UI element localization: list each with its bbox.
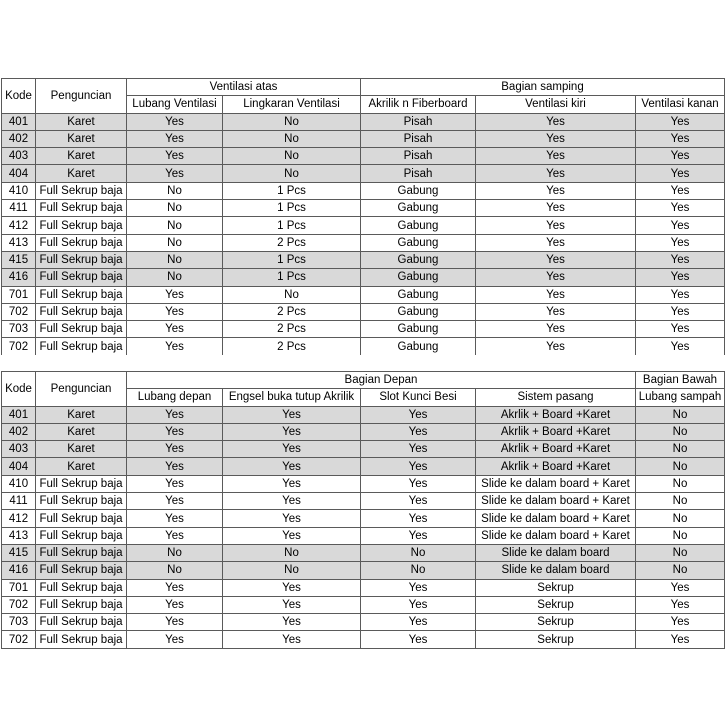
cell-c5: Yes (636, 234, 725, 251)
header-kode: Kode (2, 79, 36, 114)
cell-c5: Yes (636, 321, 725, 338)
cell-kode: 702 (2, 631, 36, 648)
cell-penguncian: Full Sekrup baja (36, 544, 127, 561)
cell-c4: Yes (476, 269, 636, 286)
cell-c2: No (223, 286, 361, 303)
cell-kode: 402 (2, 130, 36, 147)
cell-c1: Yes (127, 165, 223, 182)
cell-c2: No (223, 130, 361, 147)
cell-c4: Yes (476, 234, 636, 251)
cell-penguncian: Full Sekrup baja (36, 234, 127, 251)
cell-c1: Yes (127, 527, 223, 544)
cell-c2: Yes (223, 596, 361, 613)
cell-c4: Yes (476, 338, 636, 355)
table-row (2, 234, 725, 251)
cell-c2: 1 Pcs (223, 200, 361, 217)
table-row (2, 303, 725, 320)
cell-c4: Yes (476, 251, 636, 268)
table-row (2, 113, 725, 130)
cell-c3: Yes (361, 493, 476, 510)
cell-penguncian: Full Sekrup baja (36, 217, 127, 234)
cell-c3: Pisah (361, 165, 476, 182)
cell-c5: Yes (636, 579, 725, 596)
cell-c5: Yes (636, 217, 725, 234)
header-col: Slot Kunci Besi (361, 389, 476, 406)
cell-c4: Sekrup (476, 631, 636, 648)
cell-c3: Gabung (361, 217, 476, 234)
cell-c5: No (636, 423, 725, 440)
cell-penguncian: Full Sekrup baja (36, 596, 127, 613)
table-row (2, 423, 725, 440)
cell-c1: Yes (127, 614, 223, 631)
cell-c2: Yes (223, 527, 361, 544)
cell-c3: Gabung (361, 303, 476, 320)
cell-kode: 404 (2, 165, 36, 182)
cell-c1: Yes (127, 321, 223, 338)
cell-c2: No (223, 562, 361, 579)
cell-c1: Yes (127, 338, 223, 355)
cell-c4: Yes (476, 286, 636, 303)
cell-c3: Yes (361, 614, 476, 631)
cell-kode: 403 (2, 148, 36, 165)
table-row (2, 338, 725, 355)
cell-c5: No (636, 544, 725, 561)
cell-kode: 701 (2, 579, 36, 596)
cell-c4: Yes (476, 130, 636, 147)
cell-c1: Yes (127, 441, 223, 458)
cell-c2: No (223, 544, 361, 561)
cell-c3: Pisah (361, 130, 476, 147)
cell-c5: Yes (636, 631, 725, 648)
cell-kode: 412 (2, 217, 36, 234)
cell-c5: No (636, 562, 725, 579)
cell-c5: Yes (636, 200, 725, 217)
table-row (2, 286, 725, 303)
cell-c2: 1 Pcs (223, 217, 361, 234)
cell-kode: 412 (2, 510, 36, 527)
cell-penguncian: Full Sekrup baja (36, 579, 127, 596)
cell-c2: 2 Pcs (223, 321, 361, 338)
cell-c3: Yes (361, 441, 476, 458)
cell-penguncian: Karet (36, 113, 127, 130)
header-group-bagian-depan: Bagian Depan (127, 372, 636, 389)
cell-c4: Yes (476, 182, 636, 199)
cell-c5: Yes (636, 113, 725, 130)
cell-c3: Gabung (361, 182, 476, 199)
header-col: Lubang sampah (636, 389, 725, 406)
cell-c1: Yes (127, 286, 223, 303)
cell-penguncian: Full Sekrup baja (36, 493, 127, 510)
cell-c4: Slide ke dalam board (476, 562, 636, 579)
cell-c2: 1 Pcs (223, 269, 361, 286)
cell-c1: No (127, 544, 223, 561)
cell-c4: Slide ke dalam board (476, 544, 636, 561)
cell-c1: Yes (127, 475, 223, 492)
cell-penguncian: Full Sekrup baja (36, 321, 127, 338)
cell-c3: Yes (361, 423, 476, 440)
cell-kode: 401 (2, 113, 36, 130)
cell-penguncian: Karet (36, 406, 127, 423)
cell-kode: 413 (2, 234, 36, 251)
cell-c3: Gabung (361, 251, 476, 268)
table-row (2, 321, 725, 338)
header-col: Engsel buka tutup Akrilik (223, 389, 361, 406)
cell-c5: Yes (636, 614, 725, 631)
cell-c4: Slide ke dalam board + Karet (476, 527, 636, 544)
cell-c4: Yes (476, 321, 636, 338)
cell-penguncian: Karet (36, 148, 127, 165)
cell-kode: 416 (2, 269, 36, 286)
header-penguncian: Penguncian (36, 372, 127, 407)
cell-c4: Akrlik + Board +Karet (476, 406, 636, 423)
cell-kode: 411 (2, 200, 36, 217)
cell-c2: Yes (223, 458, 361, 475)
cell-c2: 2 Pcs (223, 303, 361, 320)
cell-kode: 703 (2, 614, 36, 631)
table-row (2, 596, 725, 613)
cell-penguncian: Karet (36, 130, 127, 147)
table-row (2, 269, 725, 286)
cell-c2: Yes (223, 510, 361, 527)
cell-c3: Gabung (361, 200, 476, 217)
cell-c1: Yes (127, 113, 223, 130)
cell-penguncian: Full Sekrup baja (36, 269, 127, 286)
cell-penguncian: Full Sekrup baja (36, 338, 127, 355)
table-row (2, 614, 725, 631)
cell-c5: Yes (636, 148, 725, 165)
cell-c2: Yes (223, 441, 361, 458)
cell-c1: Yes (127, 303, 223, 320)
cell-c4: Akrlik + Board +Karet (476, 458, 636, 475)
cell-c4: Slide ke dalam board + Karet (476, 493, 636, 510)
cell-c2: Yes (223, 579, 361, 596)
cell-c5: Yes (636, 165, 725, 182)
cell-c5: Yes (636, 182, 725, 199)
cell-c2: No (223, 165, 361, 182)
cell-c4: Yes (476, 303, 636, 320)
table-row (2, 544, 725, 561)
cell-c3: Gabung (361, 286, 476, 303)
cell-penguncian: Full Sekrup baja (36, 527, 127, 544)
header-col: Sistem pasang (476, 389, 636, 406)
cell-c5: No (636, 510, 725, 527)
header-kode: Kode (2, 372, 36, 407)
cell-penguncian: Full Sekrup baja (36, 475, 127, 492)
cell-c4: Slide ke dalam board + Karet (476, 475, 636, 492)
table-row (2, 562, 725, 579)
cell-c3: Yes (361, 527, 476, 544)
cell-c5: Yes (636, 338, 725, 355)
cell-c2: Yes (223, 614, 361, 631)
cell-kode: 415 (2, 544, 36, 561)
table-row (2, 130, 725, 147)
cell-c2: Yes (223, 475, 361, 492)
cell-c2: Yes (223, 423, 361, 440)
cell-kode: 403 (2, 441, 36, 458)
header-col: Ventilasi kiri (476, 96, 636, 113)
cell-c4: Yes (476, 200, 636, 217)
cell-c1: Yes (127, 423, 223, 440)
table-row (2, 165, 725, 182)
cell-c4: Sekrup (476, 596, 636, 613)
cell-c4: Akrlik + Board +Karet (476, 441, 636, 458)
cell-c3: Yes (361, 631, 476, 648)
header-col: Ventilasi kanan (636, 96, 725, 113)
header-col: Lubang Ventilasi (127, 96, 223, 113)
cell-penguncian: Karet (36, 441, 127, 458)
cell-c3: Gabung (361, 321, 476, 338)
table-row (2, 441, 725, 458)
cell-penguncian: Full Sekrup baja (36, 251, 127, 268)
table-ventilasi-samping (1, 78, 725, 356)
cell-penguncian: Full Sekrup baja (36, 303, 127, 320)
table-row (2, 406, 725, 423)
cell-c1: Yes (127, 148, 223, 165)
cell-c1: No (127, 269, 223, 286)
cell-c1: Yes (127, 510, 223, 527)
cell-c3: Gabung (361, 269, 476, 286)
header-group-bagian-bawah: Bagian Bawah (636, 372, 725, 389)
cell-c5: Yes (636, 286, 725, 303)
cell-c3: No (361, 562, 476, 579)
cell-c3: Pisah (361, 113, 476, 130)
cell-kode: 416 (2, 562, 36, 579)
cell-penguncian: Full Sekrup baja (36, 562, 127, 579)
cell-c4: Yes (476, 113, 636, 130)
cell-c1: No (127, 200, 223, 217)
cell-kode: 404 (2, 458, 36, 475)
cell-c5: No (636, 527, 725, 544)
cell-kode: 415 (2, 251, 36, 268)
header-col: Lubang depan (127, 389, 223, 406)
cell-kode: 702 (2, 596, 36, 613)
cell-c5: No (636, 493, 725, 510)
cell-c2: Yes (223, 631, 361, 648)
cell-penguncian: Full Sekrup baja (36, 200, 127, 217)
cell-c4: Yes (476, 217, 636, 234)
table-row (2, 182, 725, 199)
table-row (2, 148, 725, 165)
cell-c1: Yes (127, 406, 223, 423)
cell-c3: Yes (361, 475, 476, 492)
cell-c1: No (127, 217, 223, 234)
table-separator (1, 355, 725, 371)
table-row (2, 200, 725, 217)
cell-kode: 413 (2, 527, 36, 544)
cell-kode: 702 (2, 303, 36, 320)
table-row (2, 493, 725, 510)
cell-c2: 1 Pcs (223, 251, 361, 268)
cell-kode: 702 (2, 338, 36, 355)
cell-c3: No (361, 544, 476, 561)
cell-c1: Yes (127, 130, 223, 147)
cell-c1: No (127, 234, 223, 251)
table-bagian-depan-bawah (1, 371, 725, 649)
cell-c4: Akrlik + Board +Karet (476, 423, 636, 440)
header-group-bagian-samping: Bagian samping (361, 79, 725, 96)
cell-c3: Yes (361, 579, 476, 596)
cell-penguncian: Karet (36, 423, 127, 440)
table-row (2, 527, 725, 544)
cell-c5: Yes (636, 303, 725, 320)
cell-kode: 703 (2, 321, 36, 338)
cell-c5: No (636, 458, 725, 475)
cell-c1: No (127, 251, 223, 268)
cell-kode: 411 (2, 493, 36, 510)
cell-c3: Pisah (361, 148, 476, 165)
cell-c1: Yes (127, 579, 223, 596)
cell-penguncian: Karet (36, 165, 127, 182)
cell-c5: No (636, 441, 725, 458)
header-col: Akrilik n Fiberboard (361, 96, 476, 113)
table-row (2, 458, 725, 475)
cell-c4: Slide ke dalam board + Karet (476, 510, 636, 527)
cell-c5: Yes (636, 251, 725, 268)
cell-c1: No (127, 562, 223, 579)
cell-penguncian: Full Sekrup baja (36, 631, 127, 648)
cell-c1: Yes (127, 631, 223, 648)
header-col: Lingkaran Ventilasi (223, 96, 361, 113)
header-penguncian: Penguncian (36, 79, 127, 114)
cell-c2: No (223, 113, 361, 130)
cell-c3: Yes (361, 510, 476, 527)
table-row (2, 475, 725, 492)
cell-c3: Yes (361, 596, 476, 613)
cell-penguncian: Full Sekrup baja (36, 614, 127, 631)
cell-c2: 1 Pcs (223, 182, 361, 199)
cell-penguncian: Full Sekrup baja (36, 510, 127, 527)
cell-c1: Yes (127, 596, 223, 613)
cell-c5: No (636, 475, 725, 492)
cell-penguncian: Karet (36, 458, 127, 475)
cell-kode: 401 (2, 406, 36, 423)
cell-c5: Yes (636, 130, 725, 147)
table-row (2, 217, 725, 234)
cell-c1: Yes (127, 458, 223, 475)
cell-c3: Yes (361, 406, 476, 423)
cell-c3: Yes (361, 458, 476, 475)
table-row (2, 579, 725, 596)
table-row (2, 631, 725, 648)
cell-c2: 2 Pcs (223, 234, 361, 251)
table-row (2, 251, 725, 268)
cell-c4: Yes (476, 148, 636, 165)
cell-penguncian: Full Sekrup baja (36, 182, 127, 199)
cell-c2: 2 Pcs (223, 338, 361, 355)
cell-c1: No (127, 182, 223, 199)
cell-c4: Yes (476, 165, 636, 182)
cell-kode: 402 (2, 423, 36, 440)
cell-c2: No (223, 148, 361, 165)
table-row (2, 510, 725, 527)
cell-c5: Yes (636, 269, 725, 286)
cell-c4: Sekrup (476, 579, 636, 596)
cell-kode: 701 (2, 286, 36, 303)
cell-c1: Yes (127, 493, 223, 510)
cell-kode: 410 (2, 475, 36, 492)
cell-c2: Yes (223, 493, 361, 510)
cell-kode: 410 (2, 182, 36, 199)
cell-c2: Yes (223, 406, 361, 423)
cell-penguncian: Full Sekrup baja (36, 286, 127, 303)
cell-c5: Yes (636, 596, 725, 613)
cell-c4: Sekrup (476, 614, 636, 631)
header-group-ventilasi-atas: Ventilasi atas (127, 79, 361, 96)
cell-c3: Gabung (361, 234, 476, 251)
cell-c3: Gabung (361, 338, 476, 355)
cell-c5: No (636, 406, 725, 423)
